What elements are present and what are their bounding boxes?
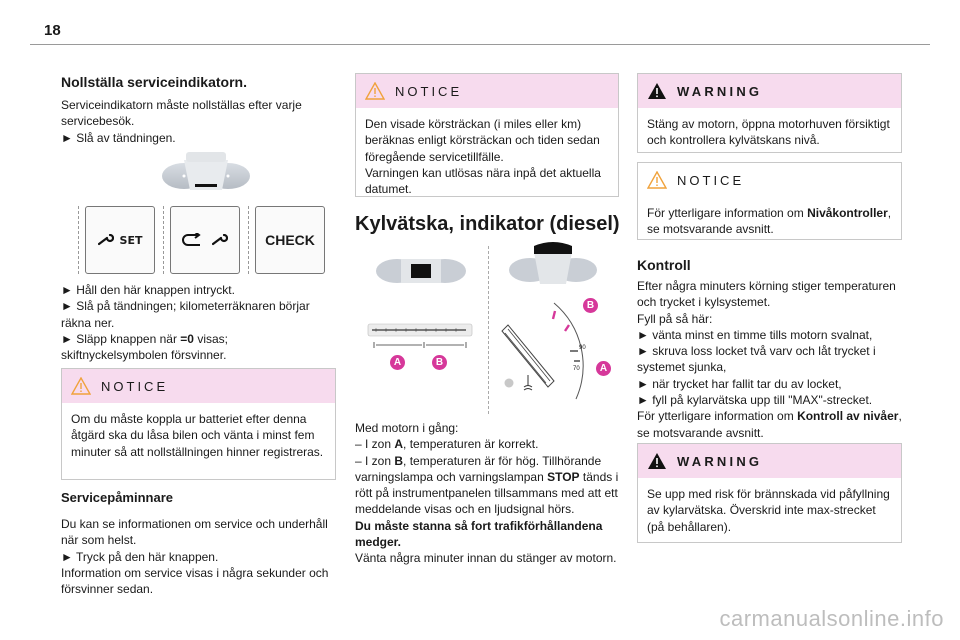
instrument-cluster-illustration (160, 150, 252, 194)
coolant-description: Med motorn i gång: – I zon A, temperaturen är korrekt. – I zon B, temperaturen är för hög. Tillhörande varningslampa och varningslampan STOP tänds i rött på instrumentpanelen tillsammans med att ett meddelande visas och en ljudsignal hörs. Du måste stanna så fort trafikförhållandena medger. Vänta några minuter innan du stänger av motorn. (355, 421, 619, 566)
warning-text: Se upp med risk för brännskada vid påfyllning av kylarvätska. Överskrid inte max-strecket (på behållaren). (647, 487, 890, 534)
watermark: carmanualsonline.info (719, 606, 944, 631)
check-button-label: CHECK (265, 232, 315, 248)
warning-triangle-icon (365, 82, 385, 100)
reminder-text: Du kan se informationen om service och underhåll när som helst. ► Tryck på den här knappen. Information om service visas i några sekunder och försvinner sedan. (61, 517, 329, 597)
kontroll-text: Efter några minuters körning stiger temperaturen och trycket i kylsystemet. Fyll på så här: ► vänta minst en timme tills motorn svalnat, ► skruva loss locket två varv och låt trycket i systemet sjunka, ► när trycket har fallit tar du av locket, ► fyll på kylarvätska upp till "MAX"-strecket. För ytterligare information om Kontroll av nivåer, se motsvarande avsnitt. (637, 279, 902, 440)
notice-box-levels (637, 162, 902, 240)
reset-intro: Serviceindikatorn måste nollställas efter varje servicebesök. (61, 98, 302, 129)
warning-text: Stäng av motorn, öppna motorhuven försiktigt och kontrollera kylvätskans nivå. (647, 117, 890, 148)
warning-triangle-icon (647, 82, 667, 100)
return-arrow-icon (182, 233, 204, 247)
warning-header (638, 444, 901, 478)
section-heading-reminder: Servicepåminnare (61, 490, 174, 505)
warning-box-engine (637, 73, 902, 153)
warning-triangle-icon (647, 452, 667, 470)
divider-dashed (78, 206, 79, 274)
warning-box-burn (637, 443, 902, 543)
zone-b-marker-left: B (432, 355, 447, 370)
page-number: 18 (44, 22, 61, 39)
step-hold-button: ► Håll den här knappen intryckt. (61, 283, 235, 297)
notice-title: NOTICE (677, 172, 745, 188)
notice-header (356, 74, 618, 108)
header-divider (30, 44, 930, 45)
zone-a-marker-left: A (390, 355, 405, 370)
notice-title: NOTICE (395, 83, 463, 99)
divider-dashed (163, 206, 164, 274)
gauge-mark-70: 70 (573, 366, 580, 372)
section-heading-reset: Nollställa serviceindikatorn. (61, 74, 247, 90)
notice-header (638, 163, 901, 197)
warning-triangle-icon (647, 171, 667, 189)
temperature-bar-gauge (366, 320, 478, 372)
check-button[interactable] (255, 206, 325, 274)
section-heading-coolant: Kylvätska, indikator (diesel) (355, 213, 620, 235)
reset-step-ignition-off: ► Slå av tändningen. (61, 130, 176, 145)
notice-box-distance (355, 73, 619, 197)
notice-box-battery (61, 368, 336, 480)
zone-b-marker-right: B (583, 298, 598, 313)
warning-title: WARNING (677, 453, 763, 469)
step-release-button: ► Släpp knappen när =0 visas; (61, 331, 228, 346)
wrench-icon (98, 234, 114, 246)
divider-dashed (488, 246, 489, 414)
wrench-icon (212, 234, 228, 246)
zone-a-marker-right: A (596, 361, 611, 376)
reset-steps (61, 282, 333, 363)
step-wrench-disappears: skiftnyckelsymbolen försvinner. (61, 348, 227, 363)
cluster-illustration-left (375, 255, 467, 287)
column-1 (61, 72, 329, 146)
return-wrench-button[interactable] (170, 206, 240, 274)
warning-title: WARNING (677, 83, 763, 99)
set-button-label: SET (119, 233, 143, 247)
cluster-illustration-right (508, 240, 598, 286)
notice-text: För ytterligare information om Nivåkontroller, se motsvarande avsnitt. (647, 206, 892, 237)
step-ignition-on: ► Slå på tändningen; kilometerräknaren börjar räkna ner. (61, 299, 310, 330)
section-heading-kontroll: Kontroll (637, 257, 691, 273)
warning-triangle-icon (71, 377, 91, 395)
warning-header (638, 74, 901, 108)
notice-title: NOTICE (101, 378, 169, 394)
notice-header (62, 369, 335, 403)
notice-text: Varningen kan utlösas nära inpå det aktuella datumet. (365, 165, 601, 197)
set-button[interactable] (85, 206, 155, 274)
notice-text: Om du måste koppla ur batteriet efter denna åtgärd ska du låsa bilen och vänta i minst fem minuter så att nollställningen hinner registreras. (71, 412, 324, 459)
gauge-mark-90: 90 (579, 345, 586, 351)
notice-text: Den visade körsträckan (i miles eller km) beräknas enligt körsträckan och tiden sedan föregående servicetillfälle. (365, 117, 600, 164)
divider-dashed (248, 206, 249, 274)
